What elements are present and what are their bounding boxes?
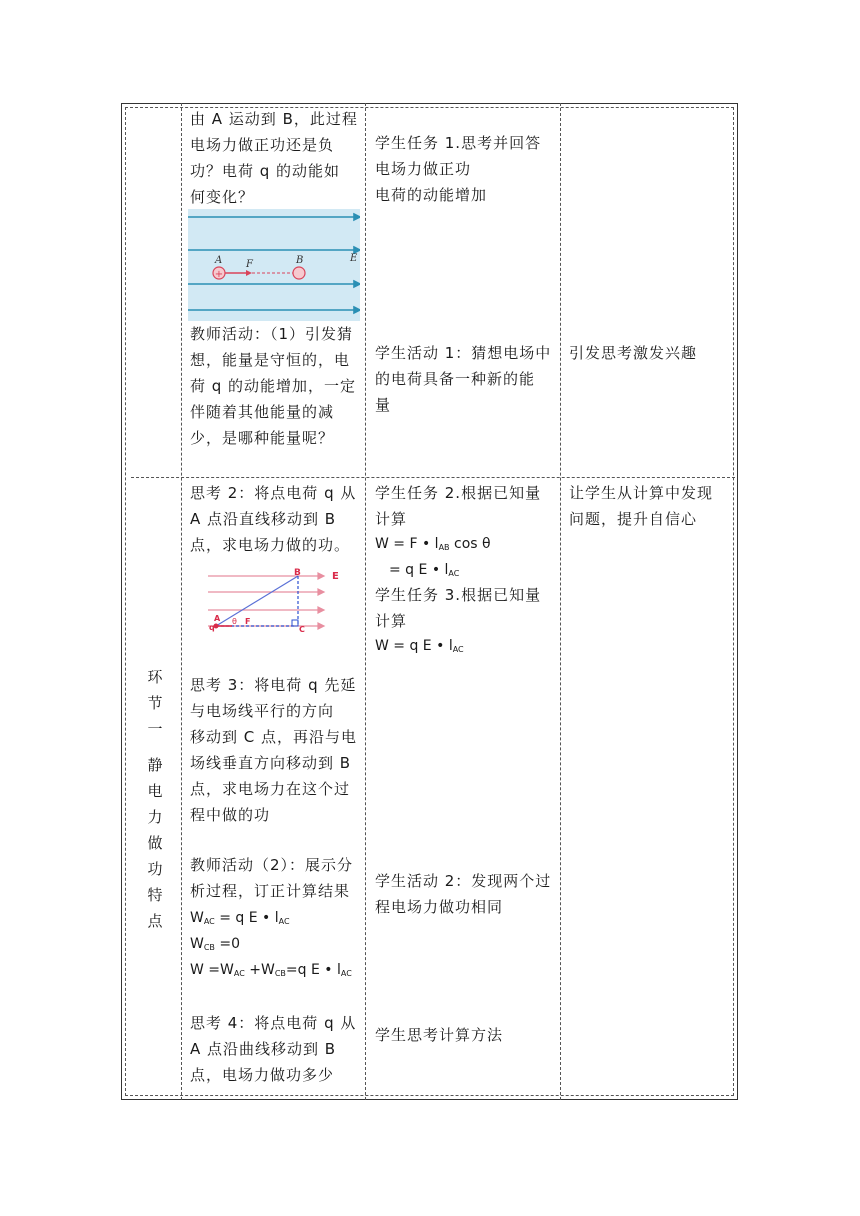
label-c: C bbox=[299, 625, 305, 634]
formula-task2b: = q E • $l_{AC}$ bbox=[389, 562, 460, 578]
formula-wac: $W_{AC} = q$ E • $l_{AC}$ bbox=[190, 910, 290, 926]
label-e: E bbox=[350, 253, 358, 264]
section-label-part1: 环 节 一 bbox=[147, 668, 163, 738]
column-divider bbox=[181, 103, 182, 1100]
electric-field-figure-1 bbox=[188, 209, 360, 321]
label-a: A bbox=[215, 255, 223, 266]
question-text: 由 A 运动到 B，此过程 电场力做正功还是负 功？电荷 q 的动能如 何变化？ bbox=[190, 110, 358, 206]
student-task-2: 学生任务 2.根据已知量 计算 bbox=[375, 484, 542, 528]
label-a: A bbox=[214, 614, 221, 623]
label-f: F bbox=[246, 259, 253, 270]
teacher-activity-2: 教师活动（2）：展示分 析过程，订正计算结果 bbox=[190, 856, 354, 900]
teacher-activity-1: 教师活动：（1）引发猜 想，能量是守恒的，电 荷 q 的动能增加，一定 伴随着其他能量的减 少，是哪种能量呢？ bbox=[190, 325, 357, 447]
formula-wcb: $W_{CB} =0$ bbox=[190, 936, 241, 952]
column-divider bbox=[365, 103, 366, 1100]
formula-task2a: W = F • $l_{AB}$ cos θ bbox=[375, 536, 491, 552]
section-label-part2: 静 电 力 做 功 特 点 bbox=[147, 756, 163, 930]
charge-sign: + bbox=[214, 269, 224, 280]
formula-task3: W = q E • $l_{AC}$ bbox=[375, 638, 464, 654]
think-2: 思考 2：将点电荷 q 从 A 点沿直线移动到 B 点，求电场力做的功。 bbox=[190, 484, 357, 554]
student-task-3: 学生任务 3.根据已知量 计算 bbox=[375, 586, 542, 630]
formula-total: $W =W_{AC} +W_{CB}=q$ E • $l_{AC}$ bbox=[190, 962, 352, 978]
label-f: F bbox=[245, 617, 251, 626]
label-e: E bbox=[332, 571, 339, 582]
student-task-1: 学生任务 1.思考并回答 电场力做正功 电荷的动能增加 bbox=[375, 134, 542, 204]
label-theta: θ bbox=[232, 617, 237, 626]
label-b: B bbox=[296, 255, 304, 266]
electric-field-figure-2 bbox=[208, 566, 348, 636]
design-intent-1: 引发思考激发兴趣 bbox=[569, 344, 698, 362]
label-b: B bbox=[294, 568, 301, 578]
column-divider bbox=[560, 103, 561, 1100]
think-3: 思考 3：将电荷 q 先延 与电场线平行的方向 移动到 C 点，再沿与电 场线垂直方向移动到 B 点，求电场力在这个过 程中做的功 bbox=[190, 676, 358, 824]
row-divider bbox=[131, 477, 735, 478]
student-think: 学生思考计算方法 bbox=[375, 1026, 504, 1044]
label-q: q bbox=[209, 623, 215, 632]
design-intent-2: 让学生从计算中发现 问题，提升自信心 bbox=[569, 484, 714, 528]
student-activity-2: 学生活动 2：发现两个过 程电场力做功相同 bbox=[375, 872, 552, 916]
think-4: 思考 4：将点电荷 q 从 A 点沿曲线移动到 B 点，电场力做功多少 bbox=[190, 1014, 357, 1084]
student-activity-1: 学生活动 1：猜想电场中 的电荷具备一种新的能 量 bbox=[375, 344, 552, 414]
